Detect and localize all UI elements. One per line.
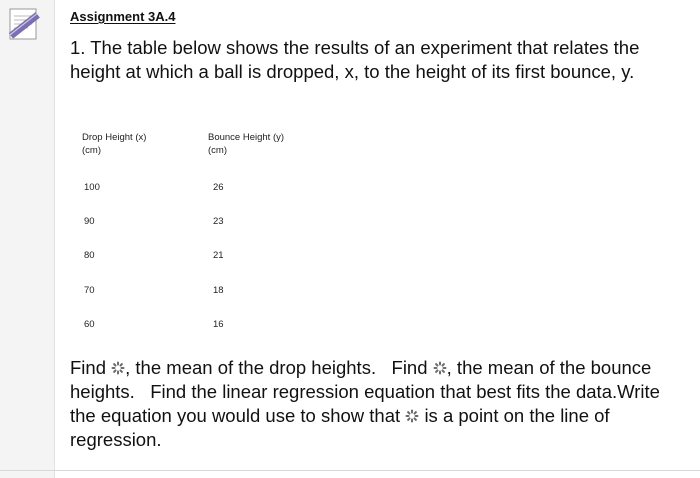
header-line: Drop Height (x) bbox=[82, 132, 147, 143]
loading-gear-icon bbox=[405, 409, 419, 423]
loading-gear-icon bbox=[111, 361, 125, 375]
instruction-text: Find the linear regression equation that best fits the data.Write the equation you would use to show that bbox=[70, 381, 660, 426]
table-cell-x: 60 bbox=[84, 319, 95, 330]
table-cell-y: 23 bbox=[213, 216, 224, 227]
instruction-text: , the mean of the bounce heights. bbox=[70, 357, 652, 402]
table-cell-x: 70 bbox=[84, 285, 95, 296]
table-cell-y: 16 bbox=[213, 319, 224, 330]
table-cell-x: 80 bbox=[84, 250, 95, 261]
table-cell-y: 26 bbox=[213, 182, 224, 193]
table-cell-x: 100 bbox=[84, 182, 100, 193]
table-cell-y: 21 bbox=[213, 250, 224, 261]
instructions-paragraph bbox=[70, 356, 680, 452]
instruction-text: , the mean of the drop heights. bbox=[125, 357, 377, 378]
instruction-text: Find bbox=[391, 357, 428, 378]
assignment-title: Assignment 3A.4 bbox=[70, 9, 176, 24]
instruction-text: is a point on the line of regression. bbox=[70, 405, 610, 450]
header-line: (cm) bbox=[208, 145, 227, 156]
left-margin-strip bbox=[0, 0, 55, 478]
table-cell-x: 90 bbox=[84, 216, 95, 227]
question-text: 1. The table below shows the results of an experiment that relates the height at which a ball is dropped, x, to the height of its first bounce, y. bbox=[70, 37, 640, 82]
header-line: Bounce Height (y) bbox=[208, 132, 285, 143]
header-line: (cm) bbox=[82, 145, 101, 156]
table-header-drop-height bbox=[82, 131, 146, 157]
assignment-page-icon bbox=[6, 6, 42, 42]
table-cell-y: 18 bbox=[213, 285, 224, 296]
page-bottom-divider bbox=[0, 470, 700, 471]
table-header-bounce-height bbox=[208, 131, 284, 157]
instruction-text: Find bbox=[70, 357, 106, 378]
loading-gear-icon bbox=[433, 361, 447, 375]
